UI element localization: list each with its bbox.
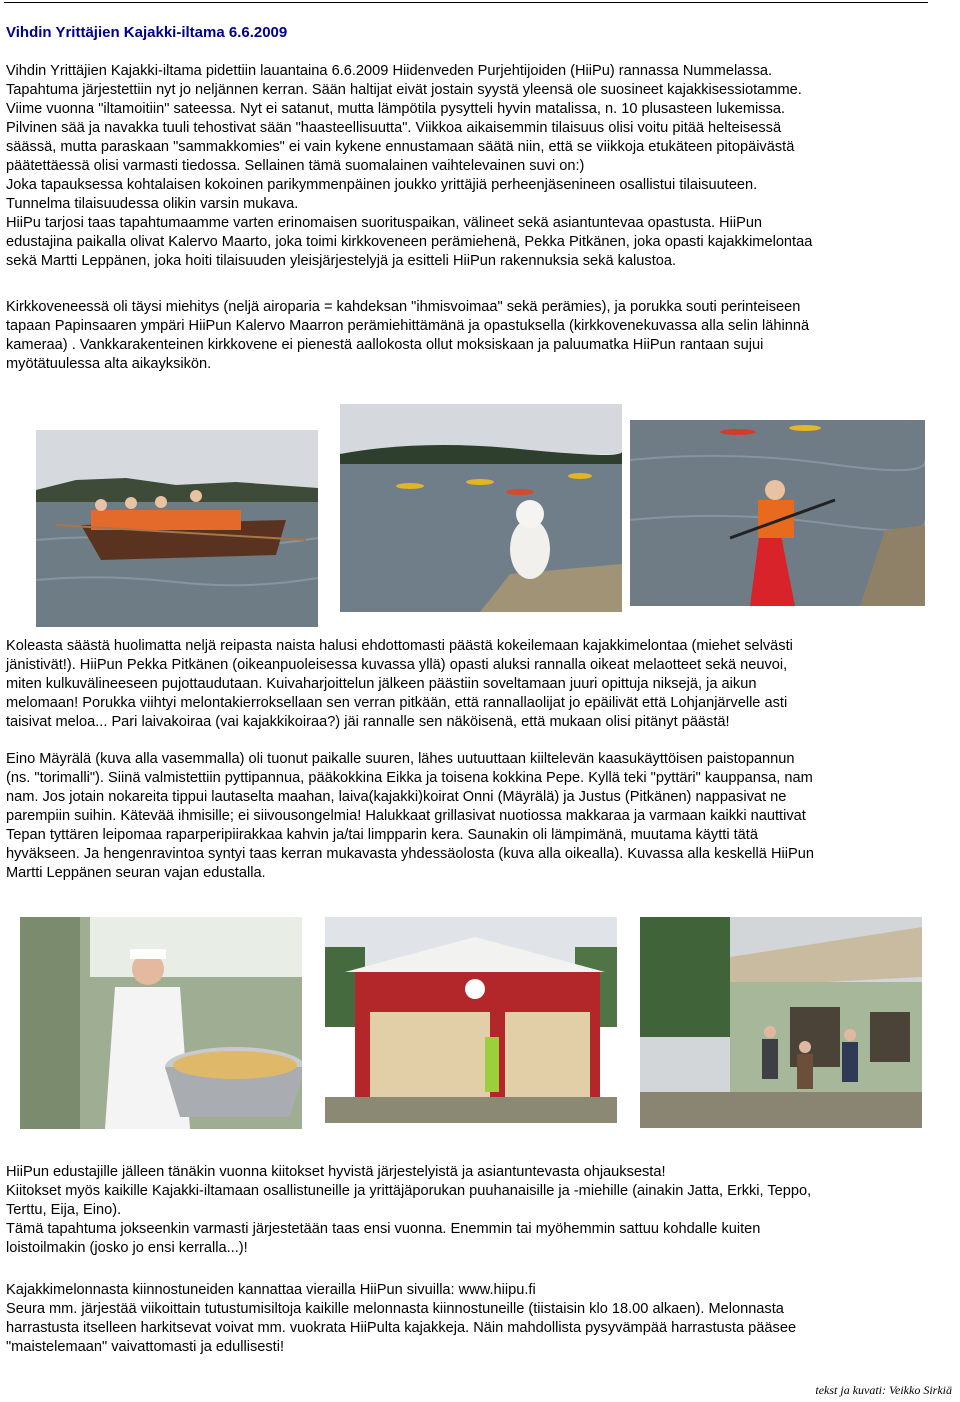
kayaker-photo: [630, 420, 925, 606]
text-line: säässä, mutta paraskaan "sammakkomies" ei vain kykene ennustamaan säätä niin, että se viikkoja etukäteen pitopäivästä: [6, 139, 795, 155]
page-title: Vihdin Yrittäjien Kajakki-iltama 6.6.2009: [6, 24, 288, 41]
text-line: Pilvinen sää ja navakka tuuli tehostivat sään "haasteellisuutta". Viikkoa aikaisemmin tilaisuus olisi voitu pitää helteisessä: [6, 120, 782, 136]
text-line: sekä Martti Leppänen, joka hoiti tilaisuuden yleisjärjestelyjä ja esitteli HiiPun rakennuksia sekä kalustoa.: [6, 253, 677, 269]
text-line: Martti Leppänen seuran vajan edustalla.: [6, 865, 266, 881]
text-line: Eino Mäyrälä (kuva alla vasemmalla) oli tuonut paikalle suuren, lähes uutuuttaan kiiltelevän kaasukäyttöisen paistopannun: [6, 751, 795, 767]
text-line: Vihdin Yrittäjien Kajakki-iltama pidettiin lauantaina 6.6.2009 Hiidenveden Purjehtijoiden (HiiPu) rannassa Nummelassa.: [6, 63, 773, 79]
food-paragraph: [6, 750, 954, 883]
text-line: parempiin suihin. Kätevää ihmisille; ei siivousongelmia! Halukkaat grillasivat nuotiossa makkaraa ja varmaan kaikki nauttivat: [6, 808, 806, 824]
text-line: jänistivät!). HiiPun Pekka Pitkänen (oikeanpuoleisessa kuvassa yllä) opasti aluksi rannalla oikeat melaotteet sekä neuvoi,: [6, 657, 788, 673]
text-line: Joka tapauksessa kohtalaisen kokoinen parikymmenpäinen joukko yrittäjiä perheenjäsenineen osallistui tilaisuuteen.: [6, 177, 758, 193]
text-line: HiiPun edustajille jälleen tänäkin vuonna kiitokset hyvistä järjestelyistä ja asiantuntevasta ohjauksesta!: [6, 1164, 666, 1180]
text-line: edustajina paikalla olivat Kalervo Maarto, joka toimi kirkkoveneen perämiehenä, Pekka Pitkänen, joka opasti kajakkimelontaa: [6, 234, 813, 250]
church-boat-photo: [36, 430, 318, 627]
text-line: Kajakkimelonnasta kiinnostuneiden kannattaa vierailla HiiPun sivuilla: www.hiipu.fi: [6, 1282, 536, 1298]
text-line: melomaan! Porukka viihtyi melontakierroksellaan sen verran pitkään, että rannallaolijat jo epäilivät että Lohjanjärvelle asti: [6, 695, 788, 711]
text-line: miten kulkuvälineeseen pujottaudutaan. Kuivaharjoittelun jälkeen päästiin soveltamaan juuri opittuja niksejä, ja aikun: [6, 676, 757, 692]
text-line: tapaan Papinsaaren ympäri HiiPun Kalervo Maarron perämiehittämänä ja opastuksella (kirkkovenekuvassa alla selin lähinnä: [6, 318, 810, 334]
red-shed-photo: [325, 917, 617, 1123]
text-line: harrastusta itselleen harkitsevat voivat mm. vuokrata HiiPulta kajakkeja. Näin mahdollista pysyvämpää harrastusta pääsee: [6, 1320, 797, 1336]
kayaking-paragraph: [6, 637, 954, 732]
dog-on-pier-photo: [340, 404, 622, 612]
text-line: taisivat meloa... Pari laivakoiraa (vai kajakkikoiraa?) jäi rannalle sen näköisenä, että mukaan olisi pitänyt päästä!: [6, 714, 730, 730]
text-line: Seura mm. järjestää viikoittain tutustumisiltoja kaikille melonnasta kiinnostuneille (tiistaisin klo 18.00 alkaen). Melonnasta: [6, 1301, 784, 1317]
text-line: hyväkseen. Ja hengenravintoa syntyi taas kerran mukavasta yhdessäolosta (kuva alla oikealla). Kuvassa alla keskellä HiiPun: [6, 846, 814, 862]
text-line: Viime vuonna "iltamoitiin" sateessa. Nyt ei satanut, mutta lämpötila pysytteli hyvin matalissa, n. 10 plusasteen lukemissa.: [6, 101, 786, 117]
text-line: Tepan tyttären leipomaa raparperipiirakkaa kahvin ja/tai limpparin kera. Saunakin oli lämpimänä, muutama käytti tätä: [6, 827, 758, 843]
text-line: "maistelemaan" vaivattomasti ja edullisesti!: [6, 1339, 285, 1355]
info-paragraph: [6, 1281, 954, 1357]
photo-credit: tekst ja kuvati: Veikko Sirkiä: [815, 1383, 952, 1397]
text-line: HiiPu tarjosi taas tapahtumaamme varten erinomaisen suorituspaikan, välineet sekä asiantuntevaa opastusta. HiiPun: [6, 215, 763, 231]
thanks-paragraph: [6, 1163, 954, 1258]
text-line: Tunnelma tilaisuudessa olikin varsin mukava.: [6, 196, 299, 212]
text-line: loistoilmakin (josko jo ensi kerralla...)!: [6, 1240, 248, 1256]
text-line: päätettäessä olisi varmasti tiedossa. Sellainen tämä suomalainen vaihtelevainen suvi on:): [6, 158, 585, 174]
intro-paragraph: [6, 62, 954, 271]
church-boat-paragraph: [6, 298, 954, 374]
text-line: nam. Jos jotain nokareita tippui lautaselta maahan, laiva(kajakki)koirat Onni (Mäyrälä) ja Justus (Pitkänen) nappasivat ne: [6, 789, 787, 805]
text-line: Tämä tapahtuma jokseenkin varmasti järjestetään taas ensi vuonna. Enemmin tai myöhemmin sattuu kohdalle kuiten: [6, 1221, 761, 1237]
clubhouse-photo: [640, 917, 922, 1128]
text-line: Terttu, Eija, Eino).: [6, 1202, 122, 1218]
text-line: Kirkkoveneessä oli täysi miehitys (neljä airoparia = kahdeksan "ihmisvoimaa" sekä perämies), ja porukka souti perinteiseen: [6, 299, 801, 315]
text-line: Koleasta säästä huolimatta neljä reipasta naista halusi ehdottomasti päästä kokeilemaan kajakkimelontaa (miehet selvästi: [6, 638, 793, 654]
text-line: Tapahtuma järjestettiin nyt jo neljännen kerran. Sään haltijat eivät jostain syystä yleensä ole suosineet kajakkisessiotamme.: [6, 82, 802, 98]
text-line: myötätuulessa alta aikayksikön.: [6, 356, 212, 372]
text-line: Kiitokset myös kaikille Kajakki-iltamaan osallistuneille ja yrittäjäporukan puuhanaisille ja -miehille (ainakin Jatta, Erkki, Teppo,: [6, 1183, 812, 1199]
top-rule: [4, 2, 928, 3]
paella-pan-photo: [20, 917, 302, 1129]
text-line: (ns. "torimalli"). Siinä valmistettiin pyttipannua, pääkokkina Eikka ja toisena kokkina Pepe. Kyllä teki "pyttäri" kauppansa, nam: [6, 770, 813, 786]
text-line: kameraa) . Vankkarakenteinen kirkkovene ei pienestä aallokosta ollut moksiskaan ja paluumatka HiiPun rantaan sujui: [6, 337, 764, 353]
